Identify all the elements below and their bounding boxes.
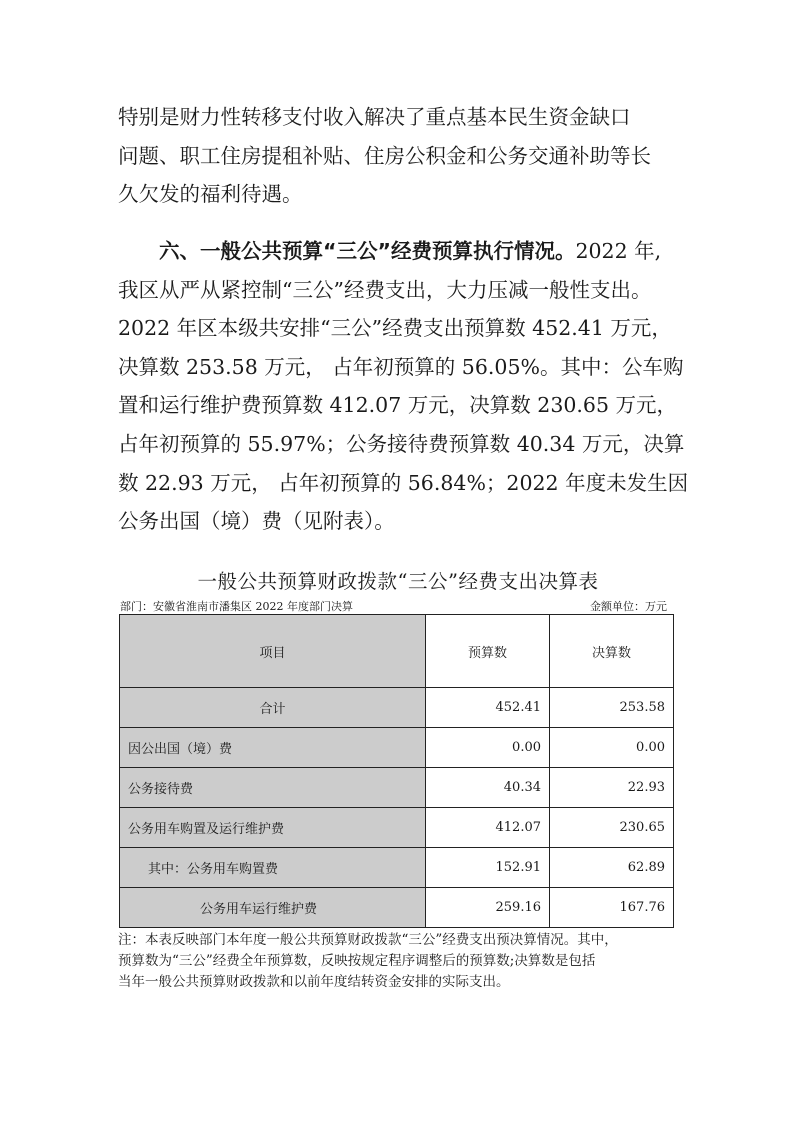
row-item: 公务用车购置及运行维护费 bbox=[120, 808, 426, 848]
text-line: 置和运行维护费预算数 412.07 万元，决算数 230.65 万元， bbox=[118, 393, 678, 418]
table-row bbox=[120, 688, 674, 728]
text-line: 公务出国（境）费（见附表）。 bbox=[118, 509, 395, 534]
row-item: 公务接待费 bbox=[120, 768, 426, 808]
row-actual: 230.65 bbox=[550, 808, 674, 848]
row-actual: 22.93 bbox=[550, 768, 674, 808]
text-line: 2022 年区本级共安排“三公”经费支出预算数 452.41 万元， bbox=[118, 316, 672, 341]
row-actual: 0.00 bbox=[550, 728, 674, 768]
row-budget: 40.34 bbox=[426, 768, 550, 808]
table-row bbox=[120, 728, 674, 768]
text-line: 决算数 253.58 万元， 占年初预算的 56.05%。其中：公车购 bbox=[118, 354, 684, 379]
text-line: 我区从严从紧控制“三公”经费支出，大力压减一般性支出。 bbox=[118, 277, 652, 302]
row-item: 因公出国（境）费 bbox=[120, 728, 426, 768]
text-line: 占年初预算的 55.97%；公务接待费预算数 40.34 万元，决算 bbox=[118, 431, 685, 456]
text-line: 问题、职工住房提租补贴、住房公积金和公务交通补助等长 bbox=[118, 143, 651, 168]
text-line-first bbox=[118, 232, 678, 271]
table-row bbox=[120, 888, 674, 928]
table-title: 一般公共预算财政拨款“三公”经费支出决算表 bbox=[197, 570, 599, 593]
paragraph-three-public-expenses bbox=[118, 232, 689, 541]
text-line: 数 22.93 万元， 占年初预算的 56.84%；2022 年度未发生因 bbox=[118, 470, 689, 495]
row-item: 合计 bbox=[120, 688, 426, 728]
note-line: 注：本表反映部门本年度一般公共预算财政拨款“三公”经费支出预决算情况。其中， bbox=[118, 932, 618, 948]
row-item: 公务用车运行维护费 bbox=[120, 888, 426, 928]
note-line: 预算数为“三公”经费全年预算数，反映按规定程序调整后的预算数;决算数是包括 bbox=[118, 953, 596, 969]
department-label: 部门：安徽省淮南市潘集区 2022 年度部门决算 bbox=[120, 600, 353, 613]
text-fragment: 2022 年, bbox=[575, 239, 662, 263]
row-actual: 253.58 bbox=[550, 688, 674, 728]
header-actual: 决算数 bbox=[550, 615, 674, 688]
table-meta bbox=[120, 598, 675, 614]
row-item: 其中：公务用车购置费 bbox=[120, 848, 426, 888]
unit-label: 金额单位：万元 bbox=[590, 600, 667, 613]
section-heading: 六、一般公共预算“三公”经费预算执行情况。 bbox=[159, 239, 576, 263]
table-row bbox=[120, 848, 674, 888]
text-line: 特别是财力性转移支付收入解决了重点基本民生资金缺口 bbox=[118, 105, 631, 129]
row-budget: 259.16 bbox=[426, 888, 550, 928]
row-actual: 167.76 bbox=[550, 888, 674, 928]
note-line: 当年一般公共预算财政拨款和以前年度结转资金安排的实际支出。 bbox=[118, 974, 510, 990]
row-actual: 62.89 bbox=[550, 848, 674, 888]
header-budget: 预算数 bbox=[426, 615, 550, 688]
text-line: 久欠发的福利待遇。 bbox=[118, 182, 303, 207]
table-row bbox=[120, 768, 674, 808]
row-budget: 152.91 bbox=[426, 848, 550, 888]
row-budget: 412.07 bbox=[426, 808, 550, 848]
row-budget: 0.00 bbox=[426, 728, 550, 768]
table-row bbox=[120, 808, 674, 848]
table-note bbox=[118, 930, 678, 993]
paragraph-continuation bbox=[118, 98, 678, 214]
row-budget: 452.41 bbox=[426, 688, 550, 728]
expense-table bbox=[119, 614, 674, 928]
header-item: 项目 bbox=[120, 615, 426, 688]
table-header-row bbox=[120, 615, 674, 688]
